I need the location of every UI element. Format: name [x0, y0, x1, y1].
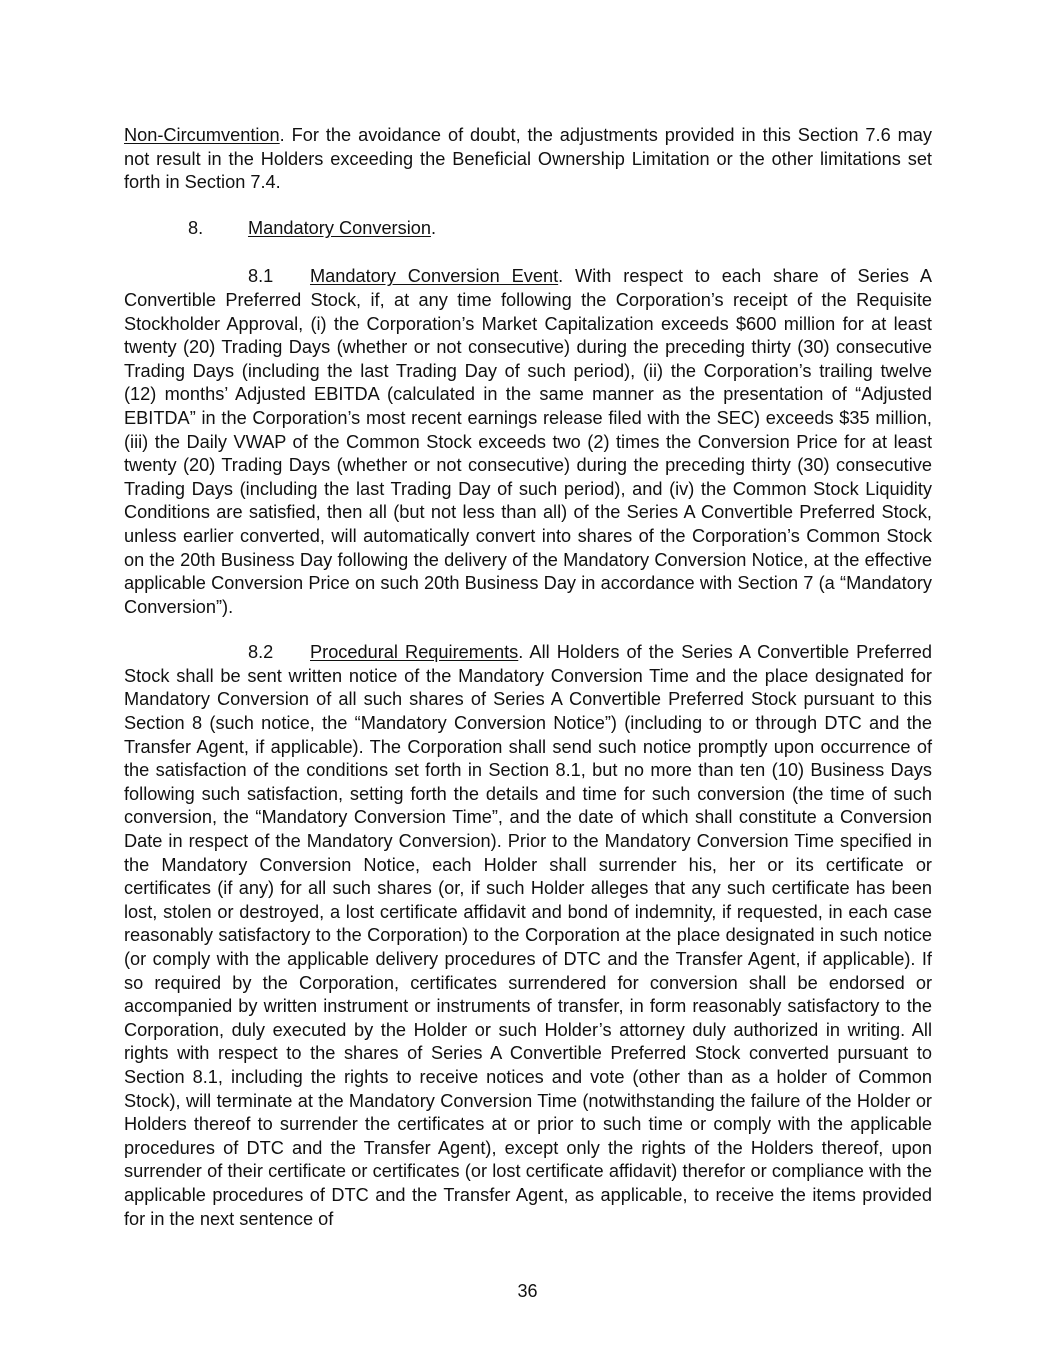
section-8-title: Mandatory Conversion — [248, 217, 431, 238]
section-8-1-heading: Mandatory Conversion Event — [310, 266, 559, 287]
section-8-2-text: . All Holders of the Series A Convertible Preferred Stock shall be sent written notice of the Mandatory Conversion Time and the place designated for Mandatory Conversion of all such shares of Series A Convertible Preferred Stock pursuant to this Section 8 (such notice, the “Mandatory Conversion Notice”) (including to or through DTC and the Transfer Agent, if applicable). The Corporation shall send such notice promptly upon occurrence of the satisfaction of the conditions set forth in Section 8.1, but no more than ten (10) Business Days following such satisfaction, setting forth the details and time for such conversion (the time of such conversion, the “Mandatory Conversion Time”, and the date of which shall constitute a Conversion Date in respect of the Mandatory Conversion). Prior to the Mandatory Conversion Time specified in the Mandatory Conversion Notice, each Holder shall surrender his, her or its certificate or certificates (if any) for all such shares (or, if such Holder alleges that any such certificate has been lost, stolen or destroyed, a lost certificate affidavit and bond of indemnity, if requested, in each case reasonably satisfactory to the Corporation) to the Corporation at the place designated in such notice (or comply with the applicable delivery procedures of DTC and the Transfer Agent, if applicable). If so required by the Corporation, certificates surrendered for conversion shall be endorsed or accompanied by written instrument or instruments of transfer, in form reasonably satisfactory to the Corporation, duly executed by the Holder or such Holder’s attorney duly authorized in writing. All rights with respect to the shares of Series A Convertible Preferred Stock converted pursuant to Section 8.1, including the rights to receive notices and vote (other than as a holder of Common Stock), will terminate at the Mandatory Conversion Time (notwithstanding the failure of the Holder or Holders thereof to surrender the certificates at or prior to such time or comply with the applicable procedures of DTC and the Transfer Agent), except only the rights of the Holders thereof, upon surrender of their certificate or certificates (or lost certificate affidavit) therefor or compliance with the applicable procedures of DTC and the Transfer Agent, as applicable, to receive the items provided for in the next sentence of — [124, 642, 932, 1229]
document-page — [124, 124, 932, 1231]
section-8-2-paragraph — [124, 641, 932, 1231]
section-8-1-paragraph — [124, 265, 932, 619]
section-8-1-number: 8.1 — [248, 266, 274, 287]
section-8-title-suffix: . — [430, 217, 437, 238]
section-8-2-heading: Procedural Requirements — [310, 642, 519, 663]
section-8-1-text: . With respect to each share of Series A Convertible Preferred Stock, if, at any time following the Corporation’s receipt of the Requisite Stockholder Approval, (i) the Corporation’s Market Capitalization exceeds $600 million for at least twenty (20) Trading Days (whether or not consecutive) during the preceding thirty (30) consecutive Trading Days (including the last Trading Day of such period), (ii) the Corporation’s trailing twelve (12) months’ Adjusted EBITDA (calculated in the same manner as the presentation of “Adjusted EBITDA” in the Corporation’s most recent earnings release filed with the SEC) exceeds $35 million, (iii) the Daily VWAP of the Common Stock exceeds two (2) times the Conversion Price for at least twenty (20) Trading Days (whether or not consecutive) during the preceding thirty (30) consecutive Trading Days (including the last Trading Day of such period), and (iv) the Common Stock Liquidity Conditions are satisfied, then all (but not less than all) of the Series A Convertible Preferred Stock, unless earlier converted, will automatically convert into shares of the Corporation’s Common Stock on the 20th Business Day following the delivery of the Mandatory Conversion Notice, at the effective applicable Conversion Price on such 20th Business Day in accordance with Section 7 (a “Mandatory Conversion”). — [124, 266, 932, 617]
paragraph-non-circumvention — [124, 124, 932, 195]
page-number: 36 — [517, 1281, 538, 1301]
heading-non-circumvention: Non-Circumvention — [124, 125, 280, 145]
paragraph-non-circumvention-text: . For the avoidance of doubt, the adjustments provided in this Section 7.6 may not result in the Holders exceeding the Beneficial Ownership Limitation or the other limitations set forth in Section 7.4. — [124, 125, 932, 193]
section-8-heading — [124, 217, 932, 241]
section-8-number: 8. — [188, 217, 204, 238]
section-8-2-number: 8.2 — [248, 642, 274, 663]
